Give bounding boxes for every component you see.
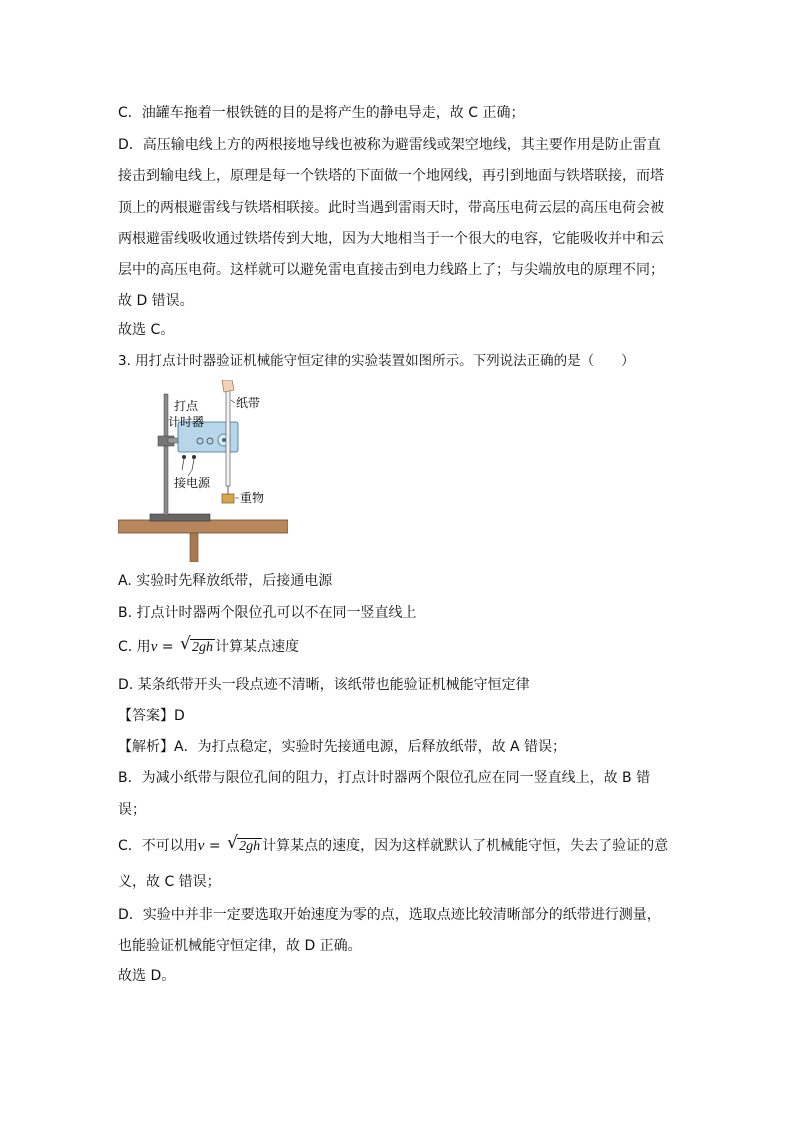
label-timer-line2: 计时器 — [168, 415, 205, 429]
analysis-a-text: A．为打点稳定，实验时先接通电源，后释放纸带，故 A 错误； — [174, 739, 567, 755]
formula-eq: = — [157, 639, 178, 655]
formula-radicand: 2gh — [192, 640, 213, 655]
text-line: 接击到输电线上，原理是每一个铁塔的下面做一个地网线，再引到地面与铁塔联接，而塔 — [118, 168, 664, 184]
experiment-apparatus-figure — [118, 380, 288, 562]
analysis-c1-suffix: 计算某点的速度，因为这样就默认了机械能守恒，失去了验证的意 — [262, 838, 669, 854]
option-b: B. 打点计时器两个限位孔可以不在同一竖直线上 — [118, 605, 417, 621]
formula-v: v — [150, 639, 158, 655]
label-weight: 重物 — [240, 491, 265, 505]
analysis-conclusion: 故选 D。 — [118, 968, 176, 984]
answer-value: D — [174, 708, 185, 724]
label-timer-line1: 打点 — [174, 399, 199, 413]
text-line: D．高压输电线上方的两根接地导线也被称为避雷线或架空地线，其主要作用是防止雷直 — [118, 137, 661, 153]
label-power: 接电源 — [174, 476, 211, 490]
analysis-c1-prefix: C．不可以用 — [118, 838, 198, 854]
analysis-d2: 也能验证机械能守恒定律，故 D 正确。 — [118, 938, 362, 954]
text-line: 顶上的两根避雷线与铁塔相联接。此时当遇到雷雨天时，带高压电荷云层的高压电荷会被 — [118, 200, 664, 216]
option-c-prefix: C. 用 — [118, 639, 151, 655]
formula-eq: = — [204, 838, 226, 854]
text-line: 故 D 错误。 — [118, 293, 194, 309]
analysis-c2: 义，故 C 错误； — [118, 874, 221, 890]
analysis-label: 【解析】 — [118, 739, 174, 755]
text-line: C．油罐车拖着一根铁链的目的是将产生的静电导走，故 C 正确； — [118, 105, 525, 121]
option-d: D. 某条纸带开头一段点迹不清晰，该纸带也能验证机械能守恒定律 — [118, 677, 530, 693]
analysis-b2: 误； — [118, 802, 146, 818]
text-line: 两根避雷线吸收通过铁塔传到大地，因为大地相当于一个很大的电容，它能吸收并中和云 — [118, 231, 664, 247]
question-stem: 3. 用打点计时器验证机械能守恒定律的实验装置如图所示。下列说法正确的是（ ） — [118, 353, 635, 369]
formula-v: v — [197, 838, 205, 854]
option-c-suffix: 计算某点速度 — [215, 639, 299, 655]
text-line: 层中的高压电荷。这样就可以避免雷电直接击到电力线路上了；与尖端放电的原理不同； — [118, 262, 664, 278]
label-tape: 纸带 — [236, 396, 261, 410]
analysis-b1: B．为减小纸带与限位孔间的阻力，打点计时器两个限位孔应在同一竖直线上，故 B 错 — [118, 770, 651, 786]
analysis-c1 — [118, 833, 678, 857]
radical-sign-icon: √ — [227, 833, 238, 853]
answer-label: 【答案】 — [118, 708, 174, 724]
analysis-d1: D．实验中并非一定要选取开始速度为零的点，选取点迹比较清晰部分的纸带进行测量， — [118, 907, 661, 923]
radical-sign-icon: √ — [180, 634, 191, 654]
sqrt-formula — [227, 833, 262, 857]
formula-radicand: 2gh — [239, 839, 261, 854]
analysis-a — [118, 737, 678, 757]
sqrt-formula — [180, 634, 215, 658]
text-line: 故选 C。 — [118, 322, 175, 338]
option-a: A. 实验时先释放纸带，后接通电源 — [118, 573, 333, 589]
option-c — [118, 634, 678, 658]
answer-line — [118, 706, 678, 726]
